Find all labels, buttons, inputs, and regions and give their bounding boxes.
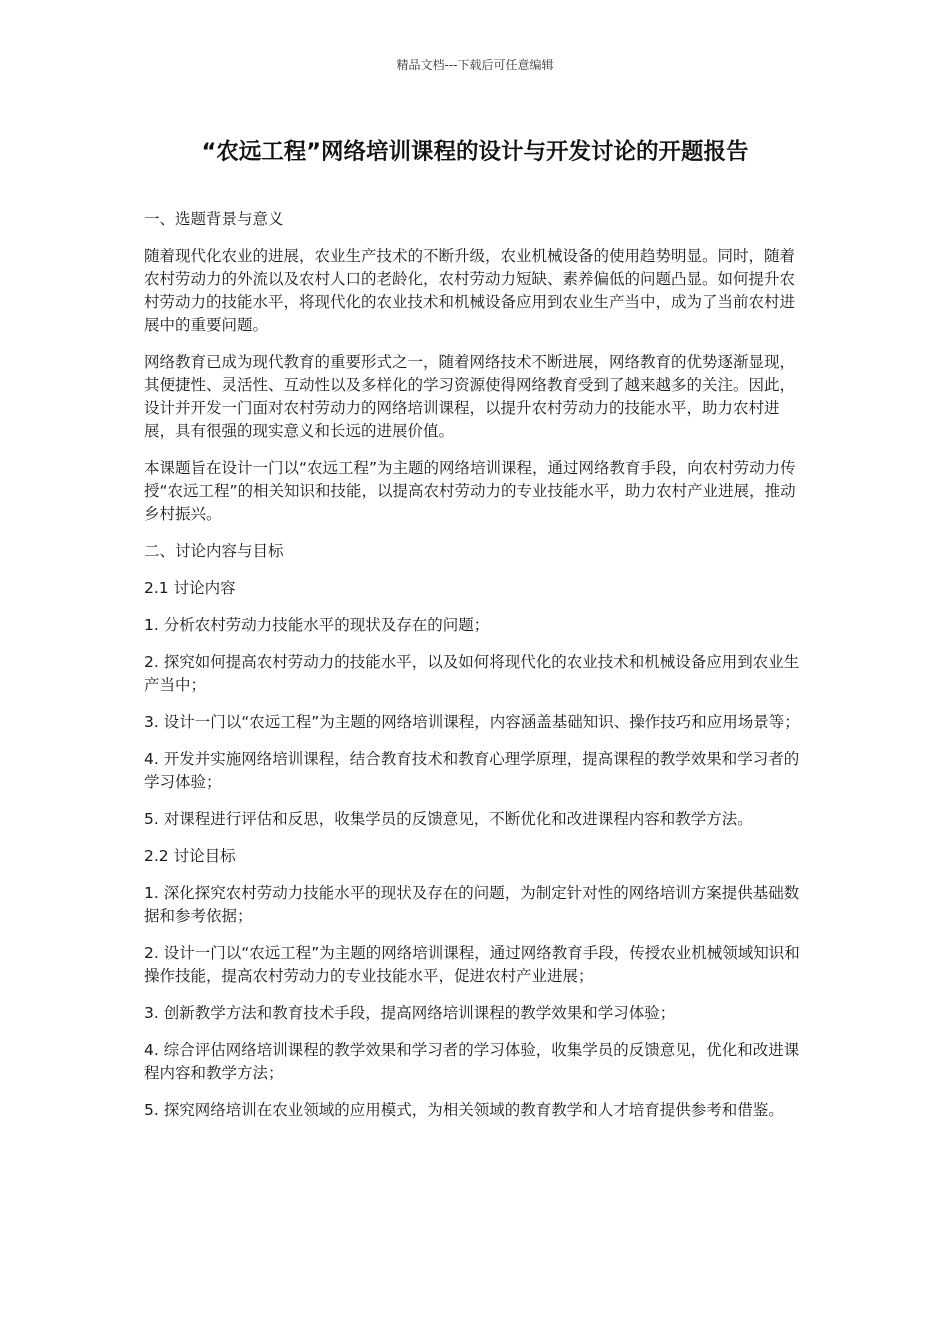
list-item: 3. 设计一门以“农远工程”为主题的网络培训课程，内容涵盖基础知识、操作技巧和应用场景等；	[144, 713, 800, 731]
subsection-heading-goals: 2.2 讨论目标	[144, 847, 236, 865]
list-item: 4. 综合评估网络培训课程的教学效果和学习者的学习体验，收集学员的反馈意见，优化和改进课程内容和教学方法；	[144, 1041, 800, 1082]
list-item: 2. 探究如何提高农村劳动力的技能水平，以及如何将现代化的农业技术和机械设备应用到农业生产当中；	[144, 653, 800, 694]
list-item: 5. 探究网络培训在农业领域的应用模式，为相关领域的教育教学和人才培育提供参考和借鉴。	[144, 1101, 784, 1119]
list-item: 1. 深化探究农村劳动力技能水平的现状及存在的问题，为制定针对性的网络培训方案提供基础数据和参考依据；	[144, 884, 800, 925]
document-body	[144, 208, 806, 1136]
list-item: 4. 开发并实施网络培训课程，结合教育技术和教育心理学原理，提高课程的教学效果和学习者的学习体验；	[144, 750, 800, 791]
subsection-heading-content: 2.1 讨论内容	[144, 579, 236, 597]
paragraph: 本课题旨在设计一门以“农远工程”为主题的网络培训课程，通过网络教育手段，向农村劳动力传授“农远工程”的相关知识和技能，以提高农村劳动力的专业技能水平，助力农村产业进展，推动乡村振兴。	[144, 459, 796, 523]
list-item: 2. 设计一门以“农远工程”为主题的网络培训课程，通过网络教育手段，传授农业机械领域知识和操作技能，提高农村劳动力的专业技能水平，促进农村产业进展；	[144, 944, 800, 985]
document-title: “农远工程”网络培训课程的设计与开发讨论的开题报告	[201, 139, 749, 165]
section-heading-content-goals: 二、讨论内容与目标	[144, 542, 284, 560]
paragraph: 随着现代化农业的进展，农业生产技术的不断升级，农业机械设备的使用趋势明显。同时，随着农村劳动力的外流以及农村人口的老龄化，农村劳动力短缺、素养偏低的问题凸显。如何提升农村劳动力的技能水平，将现代化的农业技术和机械设备应用到农业生产当中，成为了当前农村进展中的重要问题。	[144, 247, 796, 334]
list-item: 3. 创新教学方法和教育技术手段，提高网络培训课程的教学效果和学习体验；	[144, 1004, 676, 1022]
section-heading-background: 一、选题背景与意义	[144, 210, 284, 228]
list-item: 1. 分析农村劳动力技能水平的现状及存在的问题；	[144, 616, 490, 634]
paragraph: 网络教育已成为现代教育的重要形式之一，随着网络技术不断进展，网络教育的优势逐渐显现，其便捷性、灵活性、互动性以及多样化的学习资源使得网络教育受到了越来越多的关注。因此，设计并开发一门面对农村劳动力的网络培训课程，以提升农村劳动力的技能水平，助力农村进展，具有很强的现实意义和长远的进展价值。	[144, 353, 796, 440]
list-item: 5. 对课程进行评估和反思，收集学员的反馈意见，不断优化和改进课程内容和教学方法。	[144, 810, 753, 828]
header-note: 精品文档---下载后可任意编辑	[396, 58, 554, 72]
